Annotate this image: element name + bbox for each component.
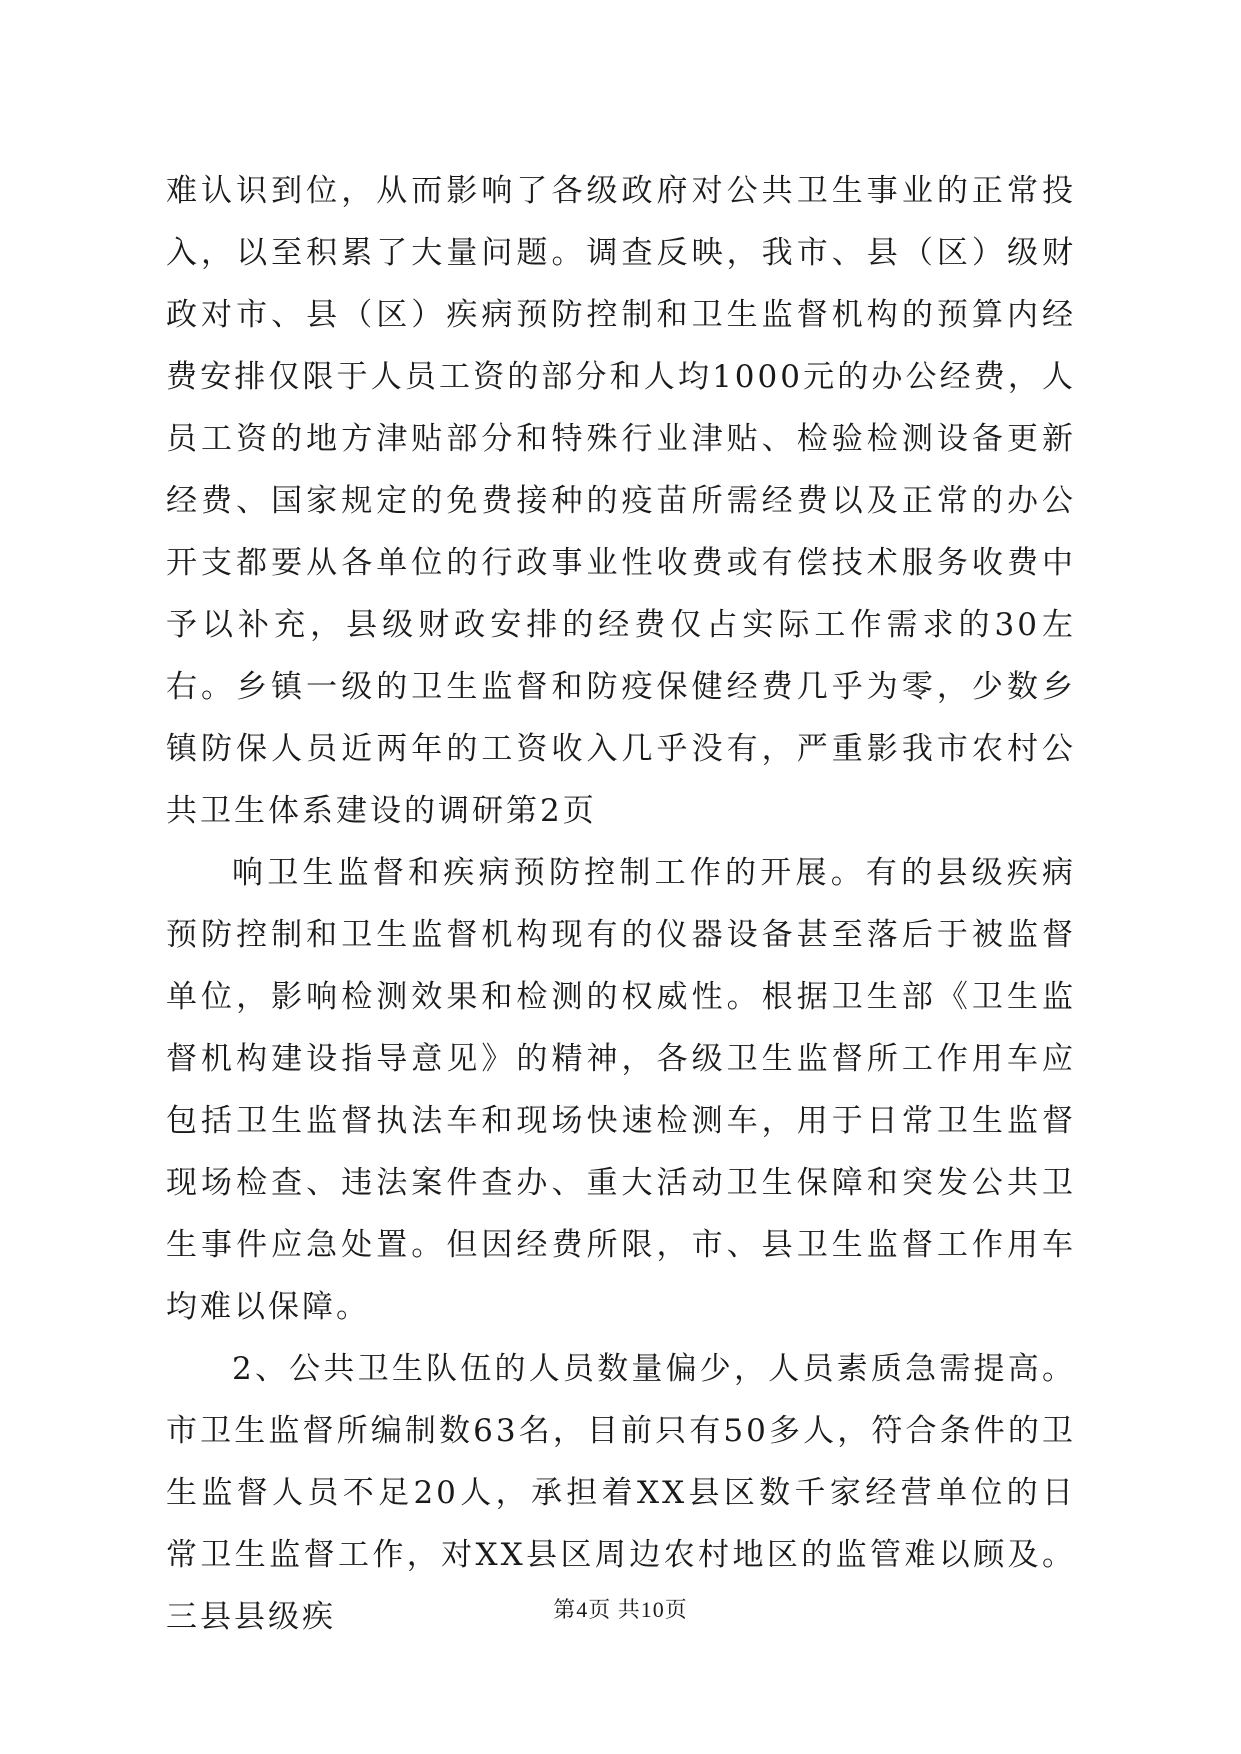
paragraph-continued: 难认识到位，从而影响了各级政府对公共卫生事业的正常投入，以至积累了大量问题。调查反映，我市、县（区）级财政对市、县（区）疾病预防控制和卫生监督机构的预算内经费安排仅限于人员工资的部分和人均1000元的办公经费，人员工资的地方津贴部分和特殊行业津贴、检验检测设备更新经费、国家规定的免费接种的疫苗所需经费以及正常的办公开支都要从各单位的行政事业性收费或有偿技术服务收费中予以补充，县级财政安排的经费仅占实际工作需求的30左右。乡镇一级的卫生监督和防疫保健经费几乎为零，少数乡镇防保人员近两年的工资收入几乎没有，严重影我市农村公共卫生体系建设的调研第2页 [166, 173, 1076, 829]
document-body [166, 160, 1076, 1648]
paragraph-supervision-equipment: 响卫生监督和疾病预防控制工作的开展。有的县级疾病预防控制和卫生监督机构现有的仪器设备甚至落后于被监督单位，影响检测效果和检测的权威性。根据卫生部《卫生监督机构建设指导意见》的精神，各级卫生监督所工作用车应包括卫生监督执法车和现场快速检测车，用于日常卫生监督现场检查、违法案件查办、重大活动卫生保障和突发公共卫生事件应急处置。但因经费所限，市、县卫生监督工作用车均难以保障。 [166, 855, 1076, 1325]
paragraph-staffing: 2、公共卫生队伍的人员数量偏少，人员素质急需提高。市卫生监督所编制数63名，目前只有50多人，符合条件的卫生监督人员不足20人，承担着XX县区数千家经营单位的日常卫生监督工作，对XX县区周边农村地区的监管难以顾及。三县县级疾 [166, 1351, 1076, 1635]
page-footer: 第4页 共10页 [553, 1597, 688, 1622]
